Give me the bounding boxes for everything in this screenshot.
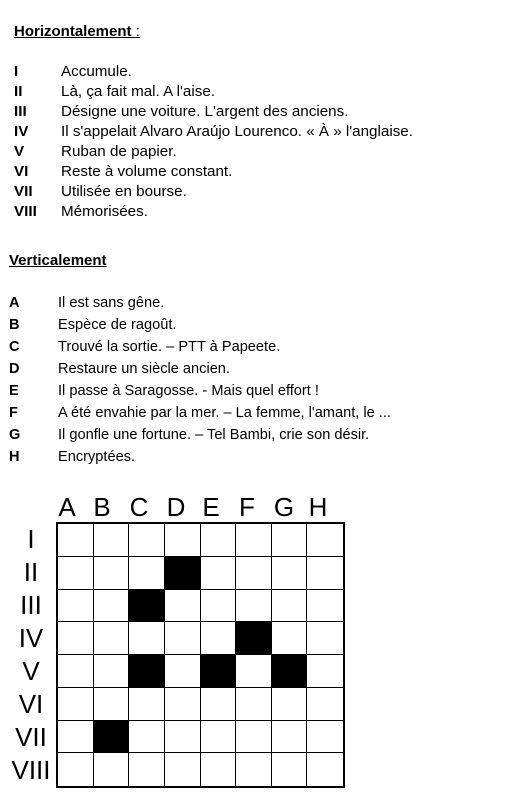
grid-cell[interactable] xyxy=(272,622,308,655)
grid-cell[interactable] xyxy=(201,524,237,557)
vertical-heading xyxy=(9,252,107,269)
clue-letter: H xyxy=(9,449,20,465)
clue-letter: B xyxy=(9,317,20,333)
grid-cell[interactable] xyxy=(94,753,130,786)
horizontal-heading xyxy=(14,23,140,40)
black-cell xyxy=(129,655,165,688)
grid-cell[interactable] xyxy=(201,622,237,655)
grid-cell[interactable] xyxy=(272,688,308,721)
clue-letter: D xyxy=(9,361,20,377)
grid-cell[interactable] xyxy=(58,590,94,623)
grid-cell[interactable] xyxy=(58,557,94,590)
grid-cell[interactable] xyxy=(307,655,343,688)
grid-cell[interactable] xyxy=(58,753,94,786)
grid-cell[interactable] xyxy=(307,590,343,623)
clue-number: II xyxy=(14,83,23,100)
clue-text: Reste à volume constant. xyxy=(61,163,233,180)
grid-cell[interactable] xyxy=(272,753,308,786)
column-label: D xyxy=(166,492,186,522)
clue-text: Ruban de papier. xyxy=(61,143,177,160)
grid-cell[interactable] xyxy=(201,557,237,590)
column-label: H xyxy=(308,492,328,522)
column-label: A xyxy=(58,492,76,522)
clue-letter: A xyxy=(9,295,20,311)
grid-cell[interactable] xyxy=(129,524,165,557)
grid-cell[interactable] xyxy=(307,721,343,754)
row-label: VI xyxy=(18,689,44,719)
row-label: V xyxy=(22,656,40,686)
grid-cell[interactable] xyxy=(129,622,165,655)
grid-cell[interactable] xyxy=(272,721,308,754)
row-label: III xyxy=(20,590,42,620)
grid-cell[interactable] xyxy=(236,753,272,786)
grid-cell[interactable] xyxy=(236,688,272,721)
grid-cell[interactable] xyxy=(272,524,308,557)
column-label: G xyxy=(273,492,295,522)
clue-text: Il est sans gêne. xyxy=(58,295,165,311)
clue-text: Là, ça fait mal. A l'aise. xyxy=(61,83,216,100)
clue-text: Encryptées. xyxy=(58,449,136,465)
clue-text: Restaure un siècle ancien. xyxy=(58,361,230,377)
grid-cell[interactable] xyxy=(201,590,237,623)
black-cell xyxy=(272,655,308,688)
clue-text: Accumule. xyxy=(61,63,132,80)
clue-letter: G xyxy=(9,427,21,443)
grid-cell[interactable] xyxy=(58,524,94,557)
grid-cell[interactable] xyxy=(94,590,130,623)
clue-number: VII xyxy=(14,183,33,200)
grid-cell[interactable] xyxy=(129,688,165,721)
grid-cell[interactable] xyxy=(272,590,308,623)
clue-number: V xyxy=(14,143,25,160)
grid-cell[interactable] xyxy=(58,688,94,721)
grid-cell[interactable] xyxy=(307,688,343,721)
clue-number: IV xyxy=(14,123,29,140)
column-label: B xyxy=(93,492,111,522)
grid-cell[interactable] xyxy=(165,524,201,557)
grid-cell[interactable] xyxy=(201,688,237,721)
clue-number: VI xyxy=(14,163,29,180)
grid-cell[interactable] xyxy=(129,721,165,754)
row-label: VII xyxy=(15,722,47,752)
grid-cell[interactable] xyxy=(307,524,343,557)
black-cell xyxy=(236,622,272,655)
column-label: E xyxy=(202,492,220,522)
crossword-grid xyxy=(56,522,345,788)
black-cell xyxy=(94,721,130,754)
black-cell xyxy=(165,557,201,590)
vertical-heading-text: Verticalement xyxy=(9,252,107,269)
grid-cell[interactable] xyxy=(129,557,165,590)
clue-text: Il passe à Saragosse. - Mais quel effort ! xyxy=(58,383,319,399)
row-label: VIII xyxy=(11,755,51,785)
clue-number: I xyxy=(14,63,19,80)
row-label: I xyxy=(27,524,35,554)
grid-cell[interactable] xyxy=(165,753,201,786)
grid-cell[interactable] xyxy=(58,721,94,754)
grid-cell[interactable] xyxy=(236,557,272,590)
clue-number: III xyxy=(14,103,27,120)
row-label: II xyxy=(23,557,39,587)
clue-text: A été envahie par la mer. – La femme, l'amant, le ... xyxy=(58,405,391,421)
grid-cell[interactable] xyxy=(165,721,201,754)
clue-text: Mémorisées. xyxy=(61,203,148,220)
grid-cell[interactable] xyxy=(58,655,94,688)
grid-cell[interactable] xyxy=(165,590,201,623)
black-cell xyxy=(201,655,237,688)
grid-cell[interactable] xyxy=(165,622,201,655)
horizontal-heading-colon: : xyxy=(135,23,140,40)
grid-cell[interactable] xyxy=(165,688,201,721)
grid-cell[interactable] xyxy=(236,655,272,688)
black-cell xyxy=(129,590,165,623)
clue-text: Il gonfle une fortune. – Tel Bambi, crie son désir. xyxy=(58,427,370,443)
grid-cell[interactable] xyxy=(272,557,308,590)
clue-letter: E xyxy=(9,383,19,399)
clue-text: Il s'appelait Alvaro Araújo Lourenco. « À » l'anglaise. xyxy=(61,123,413,140)
column-label: C xyxy=(129,492,149,522)
grid-cell[interactable] xyxy=(94,622,130,655)
column-label: F xyxy=(239,492,255,522)
clue-text: Utilisée en bourse. xyxy=(61,183,187,200)
clue-text: Trouvé la sortie. – PTT à Papeete. xyxy=(58,339,281,355)
row-label: IV xyxy=(18,623,44,653)
grid-cell[interactable] xyxy=(307,557,343,590)
clue-number: VIII xyxy=(14,203,37,220)
grid-cell[interactable] xyxy=(94,655,130,688)
grid-cell[interactable] xyxy=(58,622,94,655)
clue-text: Désigne une voiture. L'argent des anciens. xyxy=(61,103,349,120)
grid-cell[interactable] xyxy=(129,753,165,786)
grid-cell[interactable] xyxy=(236,721,272,754)
grid-cell[interactable] xyxy=(236,524,272,557)
grid-cell[interactable] xyxy=(94,524,130,557)
grid-cell[interactable] xyxy=(94,557,130,590)
grid-cell[interactable] xyxy=(236,590,272,623)
grid-cell[interactable] xyxy=(201,753,237,786)
clue-text: Espèce de ragoût. xyxy=(58,317,177,333)
grid-cell[interactable] xyxy=(165,655,201,688)
grid-cell[interactable] xyxy=(94,688,130,721)
grid-cell[interactable] xyxy=(201,721,237,754)
horizontal-heading-text: Horizontalement xyxy=(14,23,132,40)
grid-cell[interactable] xyxy=(307,753,343,786)
clue-letter: F xyxy=(9,405,18,421)
grid-cell[interactable] xyxy=(307,622,343,655)
clue-letter: C xyxy=(9,339,20,355)
